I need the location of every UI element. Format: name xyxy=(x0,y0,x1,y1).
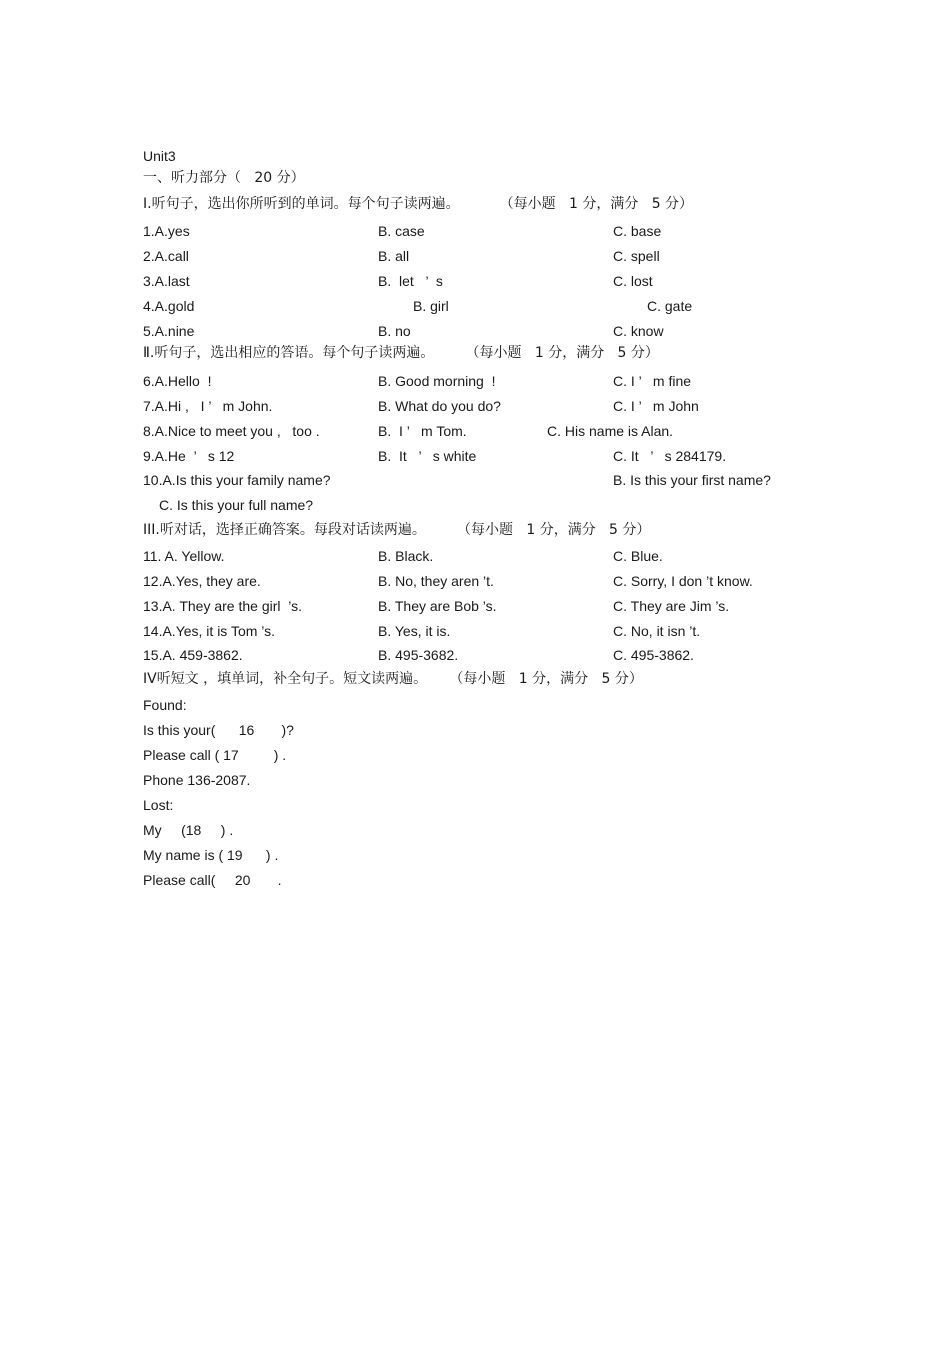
option-c: C. lost xyxy=(613,273,653,289)
option-a: 12.A.Yes, they are. xyxy=(143,573,261,589)
option-c: C. gate xyxy=(647,298,693,314)
option-b: B. case xyxy=(378,223,425,239)
option-c: C. Sorry, I don ’t know. xyxy=(613,573,753,589)
question-row xyxy=(143,371,843,391)
option-a: 10.A.Is this your family name? xyxy=(143,472,331,488)
section4-heading: IV听短文 ，填单词，补全句子。短文读两遍。 （每小题 1 分，满分 5 分） xyxy=(143,671,643,687)
option-c: C. base xyxy=(613,223,662,239)
option-b: B. let ’ s xyxy=(378,273,443,289)
question-row xyxy=(143,446,843,466)
option-b: B. Yes, it is. xyxy=(378,623,451,639)
option-a: 6.A.Hello ! xyxy=(143,373,212,389)
option-b: B. They are Bob ’s. xyxy=(378,598,497,614)
question-row xyxy=(143,321,843,341)
option-b: B. no xyxy=(378,323,411,339)
option-c: C. I ’ m fine xyxy=(613,373,692,389)
option-b: B. What do you do? xyxy=(378,398,501,414)
section3-heading: III.听对话，选择正确答案。每段对话读两遍。 （每小题 1 分，满分 5 分） xyxy=(143,522,651,538)
question-row xyxy=(143,271,843,291)
section1-heading: Ⅰ.听句子，选出你所听到的单词。每个句子读两遍。 （每小题 1 分，满分 5 分） xyxy=(143,196,694,212)
section2-heading: Ⅱ.听句子，选出相应的答语。每个句子读两遍。 （每小题 1 分，满分 5 分） xyxy=(143,345,659,361)
option-c: C. 495-3862. xyxy=(613,647,694,663)
option-c: C. spell xyxy=(613,248,660,264)
question-row xyxy=(143,571,843,591)
question-row xyxy=(143,296,843,316)
option-c: C. know xyxy=(613,323,664,339)
option-a: 13.A. They are the girl ’s. xyxy=(143,598,303,614)
unit-title: Unit3 xyxy=(143,148,176,164)
option-b: B. No, they aren ’t. xyxy=(378,573,494,589)
passage-line: Please call ( 17 ) . xyxy=(143,747,287,763)
passage-line: My (18 ) . xyxy=(143,822,234,838)
option-a: 4.A.gold xyxy=(143,298,195,314)
option-b: B. It ’ s white xyxy=(378,448,477,464)
option-a: 9.A.He ’ s 12 xyxy=(143,448,235,464)
passage-line: My name is ( 19 ) . xyxy=(143,847,279,863)
option-b: B. girl xyxy=(413,298,449,314)
option-a: 7.A.Hi , I ’ m John. xyxy=(143,398,273,414)
question-row xyxy=(143,645,843,665)
option-c: C. They are Jim ’s. xyxy=(613,598,730,614)
question-row xyxy=(143,246,843,266)
option-a: 11. A. Yellow. xyxy=(143,548,225,564)
option-c: C. No, it isn ’t. xyxy=(613,623,701,639)
question-row xyxy=(143,221,843,241)
option-b: B. Good morning ! xyxy=(378,373,496,389)
option-a: 15.A. 459-3862. xyxy=(143,647,243,663)
option-a: 5.A.nine xyxy=(143,323,195,339)
passage-line: Lost: xyxy=(143,797,174,813)
passage-line: Is this your( 16 )? xyxy=(143,722,294,738)
option-a: 3.A.last xyxy=(143,273,190,289)
option-b: B. 495-3682. xyxy=(378,647,459,663)
option-c: C. Blue. xyxy=(613,548,663,564)
option-b: B. Is this your first name? xyxy=(613,472,771,488)
option-a: 1.A.yes xyxy=(143,223,190,239)
option-c: C. I ’ m John xyxy=(613,398,699,414)
option-b: B. all xyxy=(378,248,410,264)
option-b: B. I ’ m Tom. xyxy=(378,423,467,439)
option-a: 8.A.Nice to meet you , too . xyxy=(143,423,320,439)
question-row xyxy=(143,546,843,566)
passage-line: Please call( 20 . xyxy=(143,872,282,888)
question-row xyxy=(143,421,843,441)
question-row xyxy=(143,396,843,416)
question-row xyxy=(143,495,843,515)
question-row xyxy=(143,596,843,616)
option-a: 2.A.call xyxy=(143,248,189,264)
option-a: 14.A.Yes, it is Tom ’s. xyxy=(143,623,276,639)
option-b: B. Black. xyxy=(378,548,434,564)
question-row xyxy=(143,621,843,641)
part-heading: 一、听力部分（ 20 分） xyxy=(143,170,305,186)
question-row xyxy=(143,470,843,490)
option-c: C. Is this your full name? xyxy=(159,497,314,513)
passage-line: Found: xyxy=(143,697,187,713)
option-c: C. It ’ s 284179. xyxy=(613,448,727,464)
passage-line: Phone 136-2087. xyxy=(143,772,251,788)
option-c: C. His name is Alan. xyxy=(547,423,674,439)
